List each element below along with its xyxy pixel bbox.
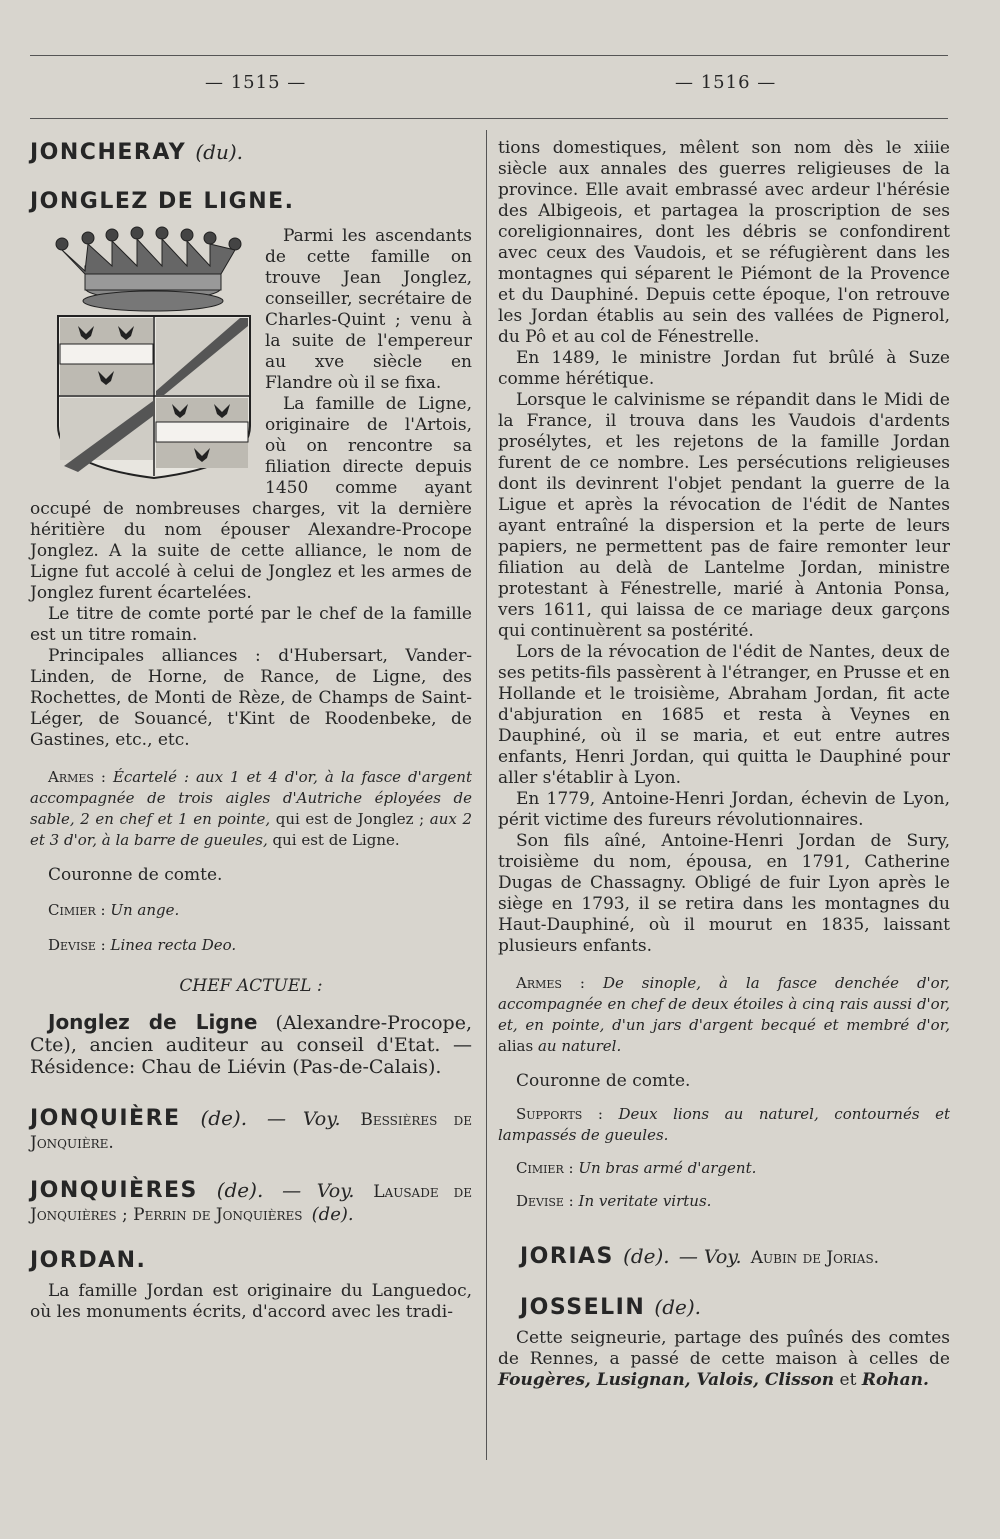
jordan-revocation: Lors de la révocation de l'édit de Nantes, deux de ses petits-fils passèrent à l'étranger, en Prusse et en Hollande et le troisième, Abraham Jordan, fit acte d'abjuration en 1685 et resta à Veynes en Dauphiné, où il se maria, et eut entre autres enfants, Henri Jordan, qui quitta le Dauphiné pour aller s'établir à Lyon. [498,642,950,788]
jordan-continued: tions domestiques, mêlent son nom dès le xiiie siècle aux annales des guerres religieuses de la province. Elle avait embrassé avec ardeur l'hérésie des Albigeois, et partagea la proscription de ses coreligionnaires, dont les débris se confondirent avec ceux des Vaudois, et se réfugièrent dans les montagnes qui séparent le Piémont de la Provence et du Dauphiné. Depuis cette époque, l'on retrouve les Jordan établis au sein des vallées de Pignerol, du Pô et au col de Fénestrelle. [498,138,950,347]
voy-label: — Voy. [678,1246,742,1268]
jonglez-ligne: La famille de Ligne, originaire de l'Artois, où on rencontre sa filiation directe depuis 1450 comme ayant occupé de nombreuses charges, vit la dernière héritière du nom épouser Alexandre-Procope Jonglez. A la suite de cette alliance, le nom de Ligne fut accolé à celui de Jonglez et les armes de Jonglez furent écartelées. [30,394,472,603]
entry-particle: (de). [216,1178,264,1202]
entry-josselin [520,1297,950,1318]
cimier-label: Cimier : [48,901,106,919]
entry-particle: (de). [654,1295,702,1319]
jordan-supports [498,1104,950,1146]
chef-name: Jonglez de Ligne [48,1010,258,1034]
cimier-value: Un ange. [110,901,180,919]
armes-blazon: De sinople, à la fasce denchée d'or, accompagnée en chef de deux étoiles à cinq rais aussi d'or, et, en pointe, d'un jars d'argent becqué et membré d'or, [498,974,950,1034]
devise-label: Devise : [516,1192,574,1210]
voy-reference: Lausade de Jonquières ; Perrin de Jonquières [30,1182,472,1225]
cimier-value: Un bras armé d'argent. [578,1159,757,1177]
armes-note-2: qui est de Ligne. [267,831,400,849]
header-rule [30,118,948,119]
chef-actuel-entry [30,1011,472,1078]
entry-joncheray [30,142,472,163]
jordan-devise [498,1191,950,1212]
entry-name: JORIAS [520,1244,614,1269]
jordan-1489: En 1489, le ministre Jordan fut brûlé à Suze comme hérétique. [498,348,950,389]
armes-note-1: qui est de Jonglez ; [270,810,430,828]
column-separator [486,130,487,1460]
cimier-label: Cimier : [516,1159,574,1177]
armes-label: Armes : [516,974,585,992]
devise-value: Linea recta Deo. [110,936,237,954]
armes-blazon-1: Écartelé : aux 1 et 4 d'or, à la fasce d'argent accompagnée de trois aigles d'Autriche éployées de sable, 2 en chef et 1 en pointe, [30,768,472,828]
josselin-rohan: Rohan. [861,1370,929,1390]
armes-blazon-2: aux 2 et 3 d'or, à la barre de gueules, [30,810,472,849]
coronet-icon [56,227,241,311]
armes-label: Armes : [48,768,106,786]
josselin-et: et [834,1370,862,1390]
jonglez-cimier [30,900,472,921]
jordan-1779: En 1779, Antoine-Henri Jordan, échevin de Lyon, périt victime des fureurs révolutionnaires. [498,789,950,830]
jonglez-armes [30,767,472,851]
devise-value: In veritate virtus. [578,1192,712,1210]
entry-particle: (de). [623,1244,670,1268]
left-column [30,138,472,1323]
josselin-text [498,1328,950,1391]
entry-name: JOSSELIN [520,1295,646,1320]
jonglez-devise [30,935,472,956]
entry-jonglez: JONGLEZ DE LIGNE. [30,189,295,214]
entry-jonquiere [30,1108,472,1154]
entry-jorias [520,1246,950,1269]
jordan-fils: Son fils aîné, Antoine-Henri Jordan de Sury, troisième du nom, épousa, en 1791, Catherine Dugas de Chassagny. Obligé de fuir Lyon après le siège en 1793, il se retira dans les montagnes du Haut-Dauphiné, où il mourut en 1835, laissant plusieurs enfants. [498,831,950,956]
page-number-left: — 1515 — [205,72,307,93]
right-column [498,138,950,1391]
entry-particle: (de). [200,1106,248,1130]
supports-label: Supports : [516,1105,603,1123]
voy-reference-end: (de). [311,1204,354,1225]
armes-alias-value: au naturel. [537,1037,622,1055]
devise-label: Devise : [48,936,106,954]
jordan-calvinisme: Lorsque le calvinisme se répandit dans le Midi de la France, il trouva dans les Vaudois d'ardents prosélytes, et les rejetons de la famille Jordan furent de ce nombre. Les persécutions religieuses dont ils devinrent l'objet pendant la guerre de la Ligue et après la révocation de l'édit de Nantes ayant entraîné la dispersion et la perte de leurs papiers, ne permettent pas de faire remonter leur filiation au delà de Lantelme Jordan, ministre protestant à Fénestrelle, marié à Antonia Ponsa, vers 1611, qui laissa de ce mariage deux garçons qui continuèrent sa postérité. [498,390,950,641]
entry-particle: (du). [195,140,244,164]
chef-actuel-heading: CHEF ACTUEL : [179,976,323,996]
top-rule [30,55,948,56]
jordan-armes [498,973,950,1057]
entry-name: JONQUIÈRE [30,1106,181,1131]
josselin-body: Cette seigneurie, partage des puînés des comtes de Rennes, a passé de cette maison à celles de [498,1328,950,1369]
josselin-houses: Fougères, Lusignan, Valois, Clisson [498,1370,835,1390]
jordan-couronne: Couronne de comte. [516,1071,691,1091]
supports-value: Deux lions au naturel, contournés et lampassés de gueules. [498,1105,950,1144]
entry-jonquieres [30,1180,472,1226]
page-number-right: — 1516 — [675,72,777,93]
jonglez-couronne: Couronne de comte. [48,865,223,885]
jonglez-titre: Le titre de comte porté par le chef de la famille est un titre romain. [30,604,472,645]
voy-reference: Bessières de Jonquière. [30,1110,472,1153]
entry-jordan: JORDAN. [30,1248,147,1273]
voy-label: — Voy. [282,1180,355,1202]
chef-details: (Alexandre-Procope, Cte), ancien auditeur au conseil d'Etat. — Résidence: Chau de Liévin (Pas-de-Calais). [30,1012,472,1078]
entry-name: JONQUIÈRES [30,1178,198,1203]
shield-icon [58,316,250,478]
coat-of-arms-image [50,226,255,481]
armes-alias: alias [498,1037,538,1055]
jonglez-intro: Parmi les ascendants de cette famille on trouve Jean Jonglez, conseiller, secrétaire de Charles-Quint ; venu à la suite de l'empereur au xve siècle en Flandre où il se fixa. [265,226,472,393]
entry-name: JONCHERAY [30,140,187,165]
jordan-intro: La famille Jordan est originaire du Languedoc, où les monuments écrits, d'accord avec les tradi- [30,1281,472,1322]
voy-label: — Voy. [267,1108,341,1130]
jonglez-alliances: Principales alliances : d'Hubersart, Vander-Linden, de Horne, de Rance, de Ligne, des Rochettes, de Monti de Rèze, de Champs de Saint-Léger, de Souancé, t'Kint de Roodenbeke, de Gastines, etc., etc. [30,646,472,750]
voy-reference: Aubin de Jorias. [750,1248,880,1268]
jordan-cimier [498,1158,950,1179]
